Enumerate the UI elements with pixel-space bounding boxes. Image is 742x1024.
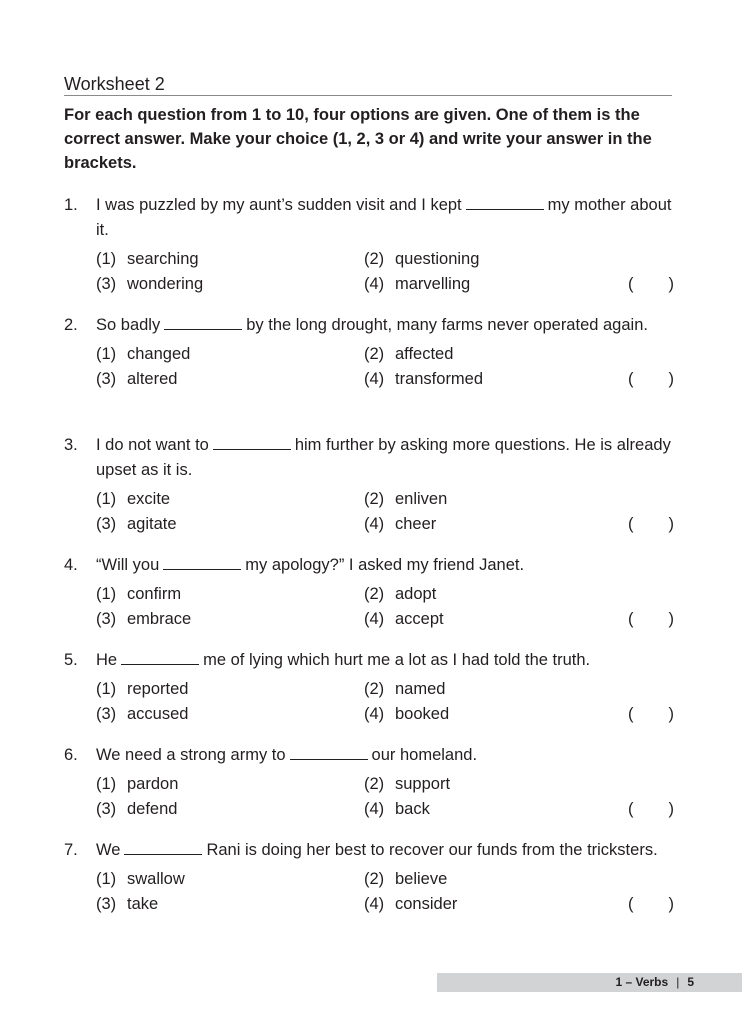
stem-before: He (96, 651, 118, 669)
option-3: (3) embrace (96, 610, 192, 628)
question-stem (64, 743, 676, 768)
option-2: (2) believe (364, 870, 448, 888)
option-1: (1) confirm (96, 585, 182, 603)
question-4 (64, 553, 676, 632)
option-1: (1) searching (96, 250, 199, 268)
option-1: (1) excite (96, 490, 171, 508)
answer-bracket[interactable]: ( ) (628, 515, 674, 533)
stem-after: my mother about it. (96, 196, 672, 239)
stem-before: So badly (96, 316, 161, 334)
answer-blank (121, 650, 199, 665)
answer-bracket[interactable]: ( ) (628, 895, 674, 913)
question-1 (64, 193, 676, 297)
option-2: (2) support (364, 775, 451, 793)
option-3: (3) accused (96, 705, 189, 723)
option-4: (4) accept (364, 610, 444, 628)
option-4: (4) consider (364, 895, 458, 913)
option-4: (4) marvelling (364, 275, 471, 293)
stem-after: our homeland. (371, 746, 478, 764)
answer-bracket[interactable]: ( ) (628, 705, 674, 723)
options (64, 582, 676, 632)
question-stem (64, 553, 676, 578)
option-2: (2) affected (364, 345, 454, 363)
answer-blank (213, 435, 291, 450)
stem-before: We (96, 841, 121, 859)
stem-before: We need a strong army to (96, 746, 286, 764)
question-number: 2. (64, 316, 78, 334)
options (64, 867, 676, 917)
answer-bracket[interactable]: ( ) (628, 370, 674, 388)
question-7 (64, 838, 676, 917)
answer-blank (164, 315, 242, 330)
option-4: (4) back (364, 800, 430, 818)
question-number: 1. (64, 196, 78, 214)
stem-after: him further by asking more questions. He is already upset as it is. (96, 436, 671, 479)
page-number: 5 (687, 975, 694, 989)
answer-blank (124, 840, 202, 855)
stem-before: I do not want to (96, 436, 209, 454)
option-1: (1) changed (96, 345, 191, 363)
instructions: For each question from 1 to 10, four options are given. One of them is the correct answer. Make your choice (1, 2, 3 or 4) and write your answer in the brackets. (64, 106, 652, 172)
option-2: (2) enliven (364, 490, 448, 508)
question-number: 4. (64, 556, 78, 574)
options (64, 677, 676, 727)
answer-bracket[interactable]: ( ) (628, 275, 674, 293)
question-5 (64, 648, 676, 727)
worksheet-title: Worksheet 2 (64, 73, 672, 96)
question-number: 7. (64, 841, 78, 859)
option-3: (3) agitate (96, 515, 177, 533)
option-3: (3) take (96, 895, 159, 913)
question-number: 6. (64, 746, 78, 764)
options (64, 342, 676, 392)
option-2: (2) named (364, 680, 446, 698)
question-2 (64, 313, 676, 392)
stem-after: Rani is doing her best to recover our funds from the tricksters. (206, 841, 658, 859)
option-4: (4) cheer (364, 515, 437, 533)
question-3 (64, 433, 676, 537)
stem-after: by the long drought, many farms never operated again. (246, 316, 648, 334)
option-3: (3) defend (96, 800, 178, 818)
answer-blank (163, 555, 241, 570)
stem-after: my apology?” I asked my friend Janet. (245, 556, 525, 574)
option-2: (2) adopt (364, 585, 437, 603)
question-stem (64, 648, 676, 673)
option-2: (2) questioning (364, 250, 480, 268)
option-4: (4) transformed (364, 370, 484, 388)
chapter-label: 1 – Verbs (615, 975, 669, 989)
question-stem (64, 313, 676, 338)
question-stem (64, 433, 676, 483)
option-4: (4) booked (364, 705, 450, 723)
stem-before: “Will you (96, 556, 160, 574)
options (64, 487, 676, 537)
answer-blank (466, 195, 544, 210)
question-stem (64, 838, 676, 863)
stem-after: me of lying which hurt me a lot as I had told the truth. (203, 651, 591, 669)
options (64, 772, 676, 822)
option-3: (3) wondering (96, 275, 204, 293)
page-footer (437, 973, 742, 992)
question-stem (64, 193, 676, 243)
option-1: (1) reported (96, 680, 189, 698)
question-number: 5. (64, 651, 78, 669)
stem-before: I was puzzled by my aunt’s sudden visit and I kept (96, 196, 462, 214)
option-3: (3) altered (96, 370, 178, 388)
answer-blank (290, 745, 368, 760)
option-1: (1) pardon (96, 775, 179, 793)
answer-bracket[interactable]: ( ) (628, 800, 674, 818)
answer-bracket[interactable]: ( ) (628, 610, 674, 628)
footer-separator: | (676, 975, 680, 989)
question-6 (64, 743, 676, 822)
option-1: (1) swallow (96, 870, 185, 888)
options (64, 247, 676, 297)
question-number: 3. (64, 436, 78, 454)
